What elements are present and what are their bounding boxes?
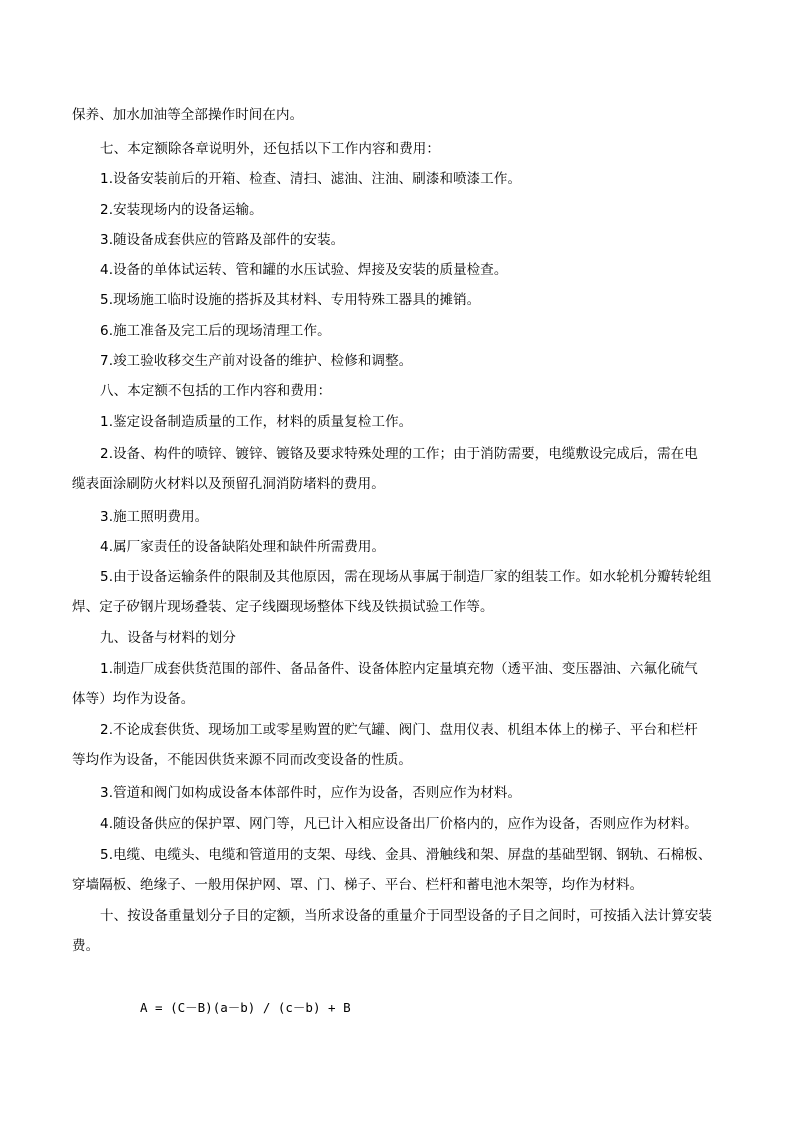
paragraph-line: 保养、加水加油等全部操作时间在内。 bbox=[72, 107, 304, 123]
list-item: 3.施工照明费用。 bbox=[100, 509, 209, 525]
list-item: 7.竣工验收移交生产前对设备的维护、检修和调整。 bbox=[100, 353, 413, 369]
section-heading-nine: 九、设备与材料的划分 bbox=[100, 630, 236, 646]
list-item-continuation: 体等）均作为设备。 bbox=[72, 691, 195, 707]
section-heading-ten: 十、按设备重量划分子目的定额，当所求设备的重量介于同型设备的子目之间时，可按插入法计算安装 bbox=[100, 908, 712, 924]
list-item-continuation: 缆表面涂刷防火材料以及预留孔洞消防堵料的费用。 bbox=[72, 476, 385, 492]
interpolation-formula: A = (C－B)(a－b) / (c－b) + B bbox=[140, 1000, 351, 1015]
list-item: 1.设备安装前后的开箱、检查、清扫、滤油、注油、刷漆和喷漆工作。 bbox=[100, 171, 522, 187]
list-item: 5.电缆、电缆头、电缆和管道用的支架、母线、金具、滑触线和架、屏盘的基础型钢、钢轨、石棉板、 bbox=[100, 847, 712, 863]
paragraph-continuation: 费。 bbox=[72, 938, 100, 954]
list-item: 2.安装现场内的设备运输。 bbox=[100, 202, 263, 218]
list-item: 1.鉴定设备制造质量的工作，材料的质量复检工作。 bbox=[100, 414, 413, 430]
list-item: 6.施工准备及完工后的现场清理工作。 bbox=[100, 323, 331, 339]
list-item: 4.属厂家责任的设备缺陷处理和缺件所需费用。 bbox=[100, 539, 386, 555]
list-item: 3.管道和阀门如构成设备本体部件时，应作为设备，否则应作为材料。 bbox=[100, 785, 522, 801]
section-heading-eight: 八、本定额不包括的工作内容和费用： bbox=[100, 383, 332, 399]
list-item: 5.由于设备运输条件的限制及其他原因，需在现场从事属于制造厂家的组装工作。如水轮机分瓣转轮组 bbox=[100, 569, 712, 585]
list-item-continuation: 焊、定子矽钢片现场叠装、定子线圈现场整体下线及铁损试验工作等。 bbox=[72, 599, 494, 615]
list-item: 4.随设备供应的保护罩、网门等，凡已计入相应设备出厂价格内的，应作为设备，否则应作为材料。 bbox=[100, 816, 698, 832]
list-item: 2.设备、构件的喷锌、镀锌、镀铬及要求特殊处理的工作；由于消防需要，电缆敷设完成后，需在电 bbox=[100, 446, 698, 462]
list-item-continuation: 穿墙隔板、绝缘子、一般用保护网、罩、门、梯子、平台、栏杆和蓄电池木架等，均作为材料。 bbox=[72, 877, 644, 893]
list-item: 2.不论成套供货、现场加工或零星购置的贮气罐、阀门、盘用仪表、机组本体上的梯子、平台和栏杆 bbox=[100, 722, 698, 738]
list-item: 3.随设备成套供应的管路及部件的安装。 bbox=[100, 232, 345, 248]
list-item: 1.制造厂成套供货范围的部件、备品备件、设备体腔内定量填充物（透平油、变压器油、六氟化硫气 bbox=[100, 661, 698, 677]
list-item: 4.设备的单体试运转、管和罐的水压试验、焊接及安装的质量检查。 bbox=[100, 262, 508, 278]
list-item: 5.现场施工临时设施的搭拆及其材料、专用特殊工器具的摊销。 bbox=[100, 292, 481, 308]
list-item-continuation: 等均作为设备，不能因供货来源不同而改变设备的性质。 bbox=[72, 752, 412, 768]
section-heading-seven: 七、本定额除各章说明外，还包括以下工作内容和费用： bbox=[100, 141, 440, 157]
